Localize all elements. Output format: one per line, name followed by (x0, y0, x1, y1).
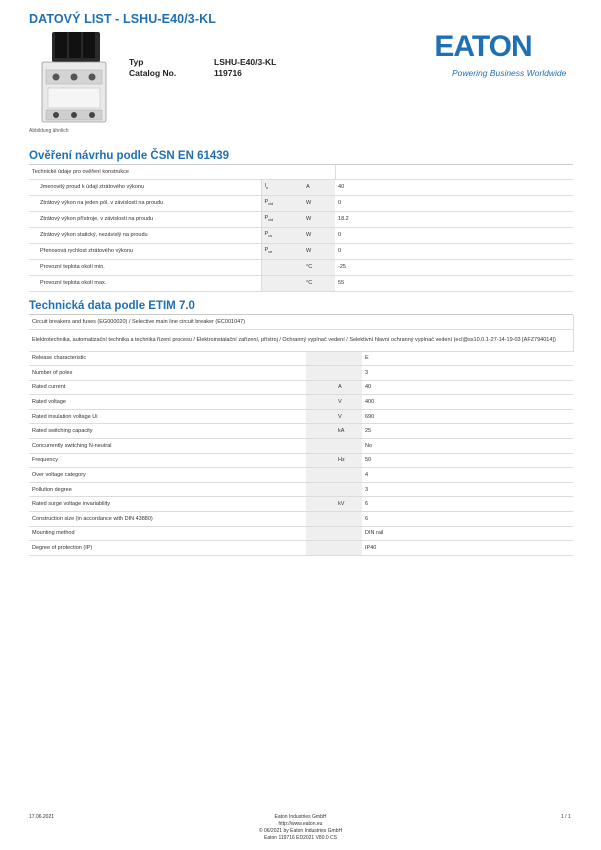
symbol-main: P (264, 215, 269, 222)
section2-title: Technická data podle ETIM 7.0 (29, 300, 195, 312)
row-label: Rated surge voltage invariability (29, 497, 306, 512)
product-identification (129, 57, 276, 79)
eaton-logo (428, 32, 538, 60)
row-value: 6 (362, 497, 573, 512)
row-label: Over voltage category (29, 468, 306, 483)
row-label: Provozní teplota okolí max. (29, 275, 261, 291)
logo-text: EATON (434, 32, 532, 60)
section2-table (29, 315, 574, 556)
row-value: 0 (335, 243, 573, 259)
symbol-sub: vid (268, 201, 274, 207)
row-unit (335, 468, 362, 483)
symbol-sub: vid (268, 217, 274, 223)
row-value: 50 (362, 453, 573, 468)
row-label: Rated current (29, 380, 306, 395)
row-label: Ztrátový výkon přístroje, v závislosti na proudu (29, 211, 261, 227)
symbol-main: P (264, 247, 269, 254)
row-unit (335, 351, 362, 366)
section1-title: Ověření návrhu podle ČSN EN 61439 (29, 150, 230, 162)
section1-row (29, 195, 573, 211)
symbol-sub: ve (268, 249, 273, 255)
row-label: Přenosová rychlost ztrátového výkonu (29, 243, 261, 259)
catalog-value: 119716 (214, 68, 242, 78)
row-blank (306, 526, 335, 541)
row-unit (335, 366, 362, 381)
row-value: 4 (362, 468, 573, 483)
row-label: Number of poles (29, 366, 306, 381)
section2-row (29, 526, 573, 541)
section1-header-cell: Technické údaje pro ověření konstrukce (29, 165, 335, 179)
document-title: DATOVÝ LIST - LSHU-E40/3-KL (29, 12, 216, 26)
catalog-row (129, 68, 276, 79)
row-blank (306, 453, 335, 468)
section2-row (29, 468, 573, 483)
footer-url: http://www.eaton.eu (278, 821, 323, 827)
etim-class-row (29, 315, 573, 329)
row-blank (306, 395, 335, 410)
section1-row (29, 179, 573, 195)
section2-row (29, 453, 573, 468)
row-value: 6 (362, 512, 573, 527)
row-symbol (261, 179, 303, 195)
type-row (129, 57, 276, 68)
row-value: 40 (362, 380, 573, 395)
image-caption: Abbildung ähnlich (29, 128, 69, 134)
section2-row (29, 380, 573, 395)
row-label: Rated insulation voltage Ui (29, 409, 306, 424)
footer-doc-ref: Eaton 119716 ED2021 V80.0 CS (263, 835, 338, 841)
row-label: Frequency (29, 453, 306, 468)
row-value: 18.2 (335, 211, 573, 227)
row-label: Concurrently switching N-neutral (29, 439, 306, 454)
row-blank (306, 541, 335, 556)
section1-row (29, 211, 573, 227)
row-value: 3 (362, 366, 573, 381)
section1-row (29, 275, 573, 291)
row-blank (306, 351, 335, 366)
section2-row (29, 439, 573, 454)
row-unit (335, 526, 362, 541)
section2-row (29, 424, 573, 439)
product-image (38, 30, 110, 126)
row-blank (306, 366, 335, 381)
row-unit: °C (303, 275, 335, 291)
row-unit (335, 439, 362, 454)
section1-row (29, 259, 573, 275)
row-value: 690 (362, 409, 573, 424)
section2-row (29, 512, 573, 527)
row-label: Ztrátový výkon statický, nezávislý na proudu (29, 227, 261, 243)
row-blank (306, 482, 335, 497)
slogan: Powering Business Worldwide (452, 68, 567, 78)
row-value: 0 (335, 195, 573, 211)
section2-row (29, 541, 573, 556)
row-value: 25 (362, 424, 573, 439)
row-label: Provozní teplota okolí min. (29, 259, 261, 275)
row-value: E (362, 351, 573, 366)
section2-row (29, 351, 573, 366)
type-label: Typ (129, 57, 144, 67)
symbol-sub: vs (268, 233, 273, 239)
row-blank (306, 424, 335, 439)
etim-path-cell: Elektrotechnika, automatizační technika a technika řízení procesu / Elektroinstalační zařízení, přístroj / Ochranný vypínač vedení / Selektivní hlavní ochranný vypínač vedení (ecl@ss10.0.1-27-14-19-03 [AFZ794014]) (29, 329, 573, 351)
section2-row (29, 366, 573, 381)
row-value: 400 (362, 395, 573, 410)
row-blank (306, 468, 335, 483)
row-value: 0 (335, 227, 573, 243)
row-blank (306, 380, 335, 395)
row-blank (306, 512, 335, 527)
row-blank (306, 439, 335, 454)
section1-table (29, 165, 573, 292)
row-symbol (261, 227, 303, 243)
section2-row (29, 409, 573, 424)
row-value: 55 (335, 275, 573, 291)
row-unit: W (303, 227, 335, 243)
section2-row (29, 395, 573, 410)
row-label: Pollution degree (29, 482, 306, 497)
row-label: Rated voltage (29, 395, 306, 410)
row-unit: kV (335, 497, 362, 512)
footer-center (0, 814, 601, 842)
row-unit (335, 512, 362, 527)
row-unit: A (303, 179, 335, 195)
row-unit: kA (335, 424, 362, 439)
section1-header-blank (335, 165, 573, 179)
row-blank (306, 497, 335, 512)
row-value: 3 (362, 482, 573, 497)
symbol-main: I (264, 183, 267, 190)
symbol-main: P (264, 199, 269, 206)
etim-class-cell: Circuit breakers and fuses (EG000020) / Selective main line circuit breaker (EC001047) (29, 315, 573, 329)
row-label: Degree of protection (IP) (29, 541, 306, 556)
symbol-sub: n (266, 185, 269, 191)
row-unit: V (335, 409, 362, 424)
section2-row (29, 497, 573, 512)
row-value: IP40 (362, 541, 573, 556)
footer-copyright: © 06/2021 by Eaton Industries GmbH (258, 828, 343, 834)
row-value: -25 (335, 259, 573, 275)
row-unit (335, 541, 362, 556)
row-symbol (261, 195, 303, 211)
row-value: No (362, 439, 573, 454)
row-label: Jmenovitý proud k údaji ztrátového výkonu (29, 179, 261, 195)
section1-header-row (29, 165, 573, 179)
footer-company: Eaton Industries GmbH (274, 814, 327, 820)
symbol-main: P (264, 231, 269, 238)
type-value: LSHU-E40/3-KL (214, 57, 277, 67)
etim-path-row (29, 329, 573, 351)
section1-row (29, 227, 573, 243)
row-symbol (261, 243, 303, 259)
row-symbol (261, 211, 303, 227)
row-symbol (261, 275, 303, 291)
row-value: 40 (335, 179, 573, 195)
row-label: Construction size (in accordance with DIN 43880) (29, 512, 306, 527)
section1-row (29, 243, 573, 259)
row-label: Ztrátový výkon na jeden pól, v závislosti na proudu (29, 195, 261, 211)
row-unit: A (335, 380, 362, 395)
row-unit: V (335, 395, 362, 410)
row-label: Release characteristic (29, 351, 306, 366)
row-unit: W (303, 195, 335, 211)
row-label: Mounting method (29, 526, 306, 541)
footer-page: 1 / 1 (561, 814, 571, 820)
row-symbol (261, 259, 303, 275)
row-unit (335, 482, 362, 497)
row-unit: W (303, 243, 335, 259)
catalog-label: Catalog No. (129, 68, 177, 78)
row-unit: Hz (335, 453, 362, 468)
row-unit: °C (303, 259, 335, 275)
row-blank (306, 409, 335, 424)
row-value: DIN rail (362, 526, 573, 541)
row-unit: W (303, 211, 335, 227)
section2-row (29, 482, 573, 497)
footer-date: 17.06.2021 (29, 814, 55, 820)
row-label: Rated switching capacity (29, 424, 306, 439)
